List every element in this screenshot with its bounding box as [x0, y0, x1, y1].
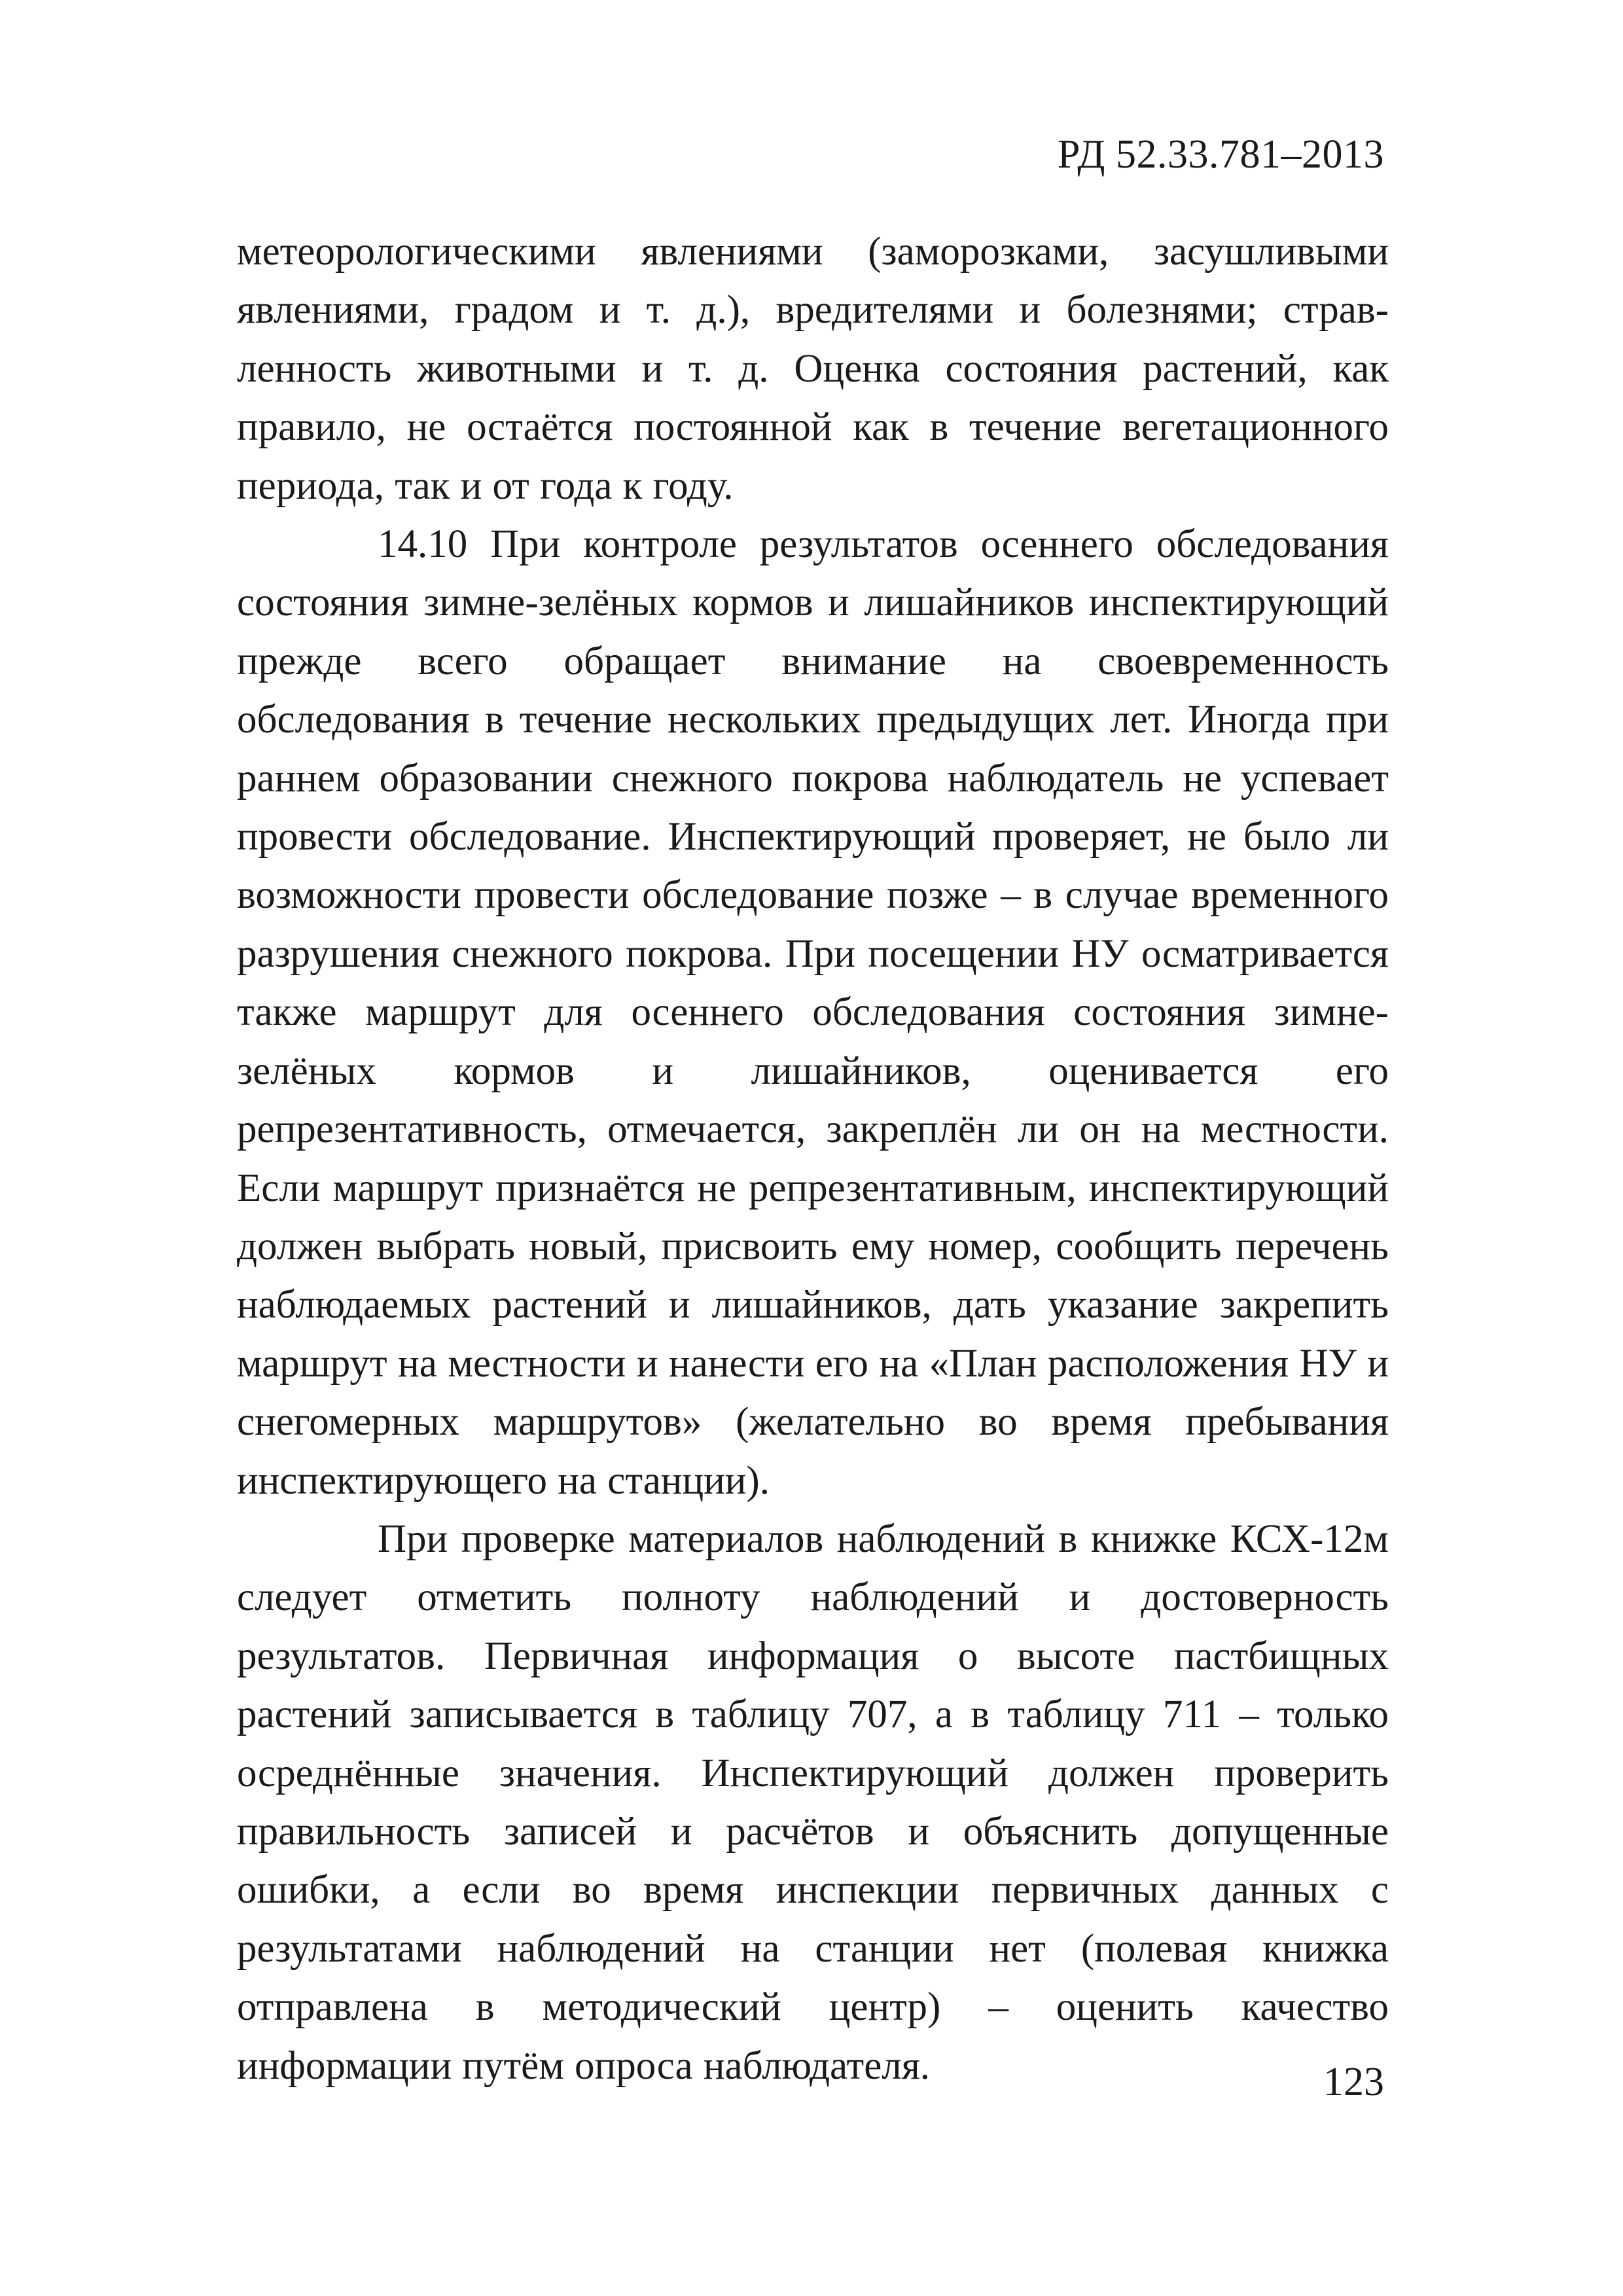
paragraph-section-14-10: 14.10 При контроле результатов осеннего обследования состояния зимне-зелёных кормов и лишайников инспектирующий прежде всего обращает внимание на своевременность обследования в течение нескольких предыдущих лет. Иногда при раннем образовании снежного покрова наблюдатель не успевает провести обследование. Инспектирующий проверяет, не было ли возможности провести обследование позже – в случае временного разрушения снежного покрова. При посещении НУ осматривается также маршрут для осеннего обследования состояния зимне-зелёных кормов и лишайников, оценивается его репрезентативность, отмечается, закреплён ли он на местности. Если маршрут признаётся не репрезентативным, инспектирующий должен выбрать новый, присвоить ему номер, сообщить перечень наблюдаемых растений и лишайников, дать указание закрепить маршрут на местности и нанести его на «План расположения НУ и снегомерных маршрутов» (желательно во время пребывания инспектирующего на станции).	[237, 522, 1389, 1503]
paragraph-materials-check: При проверке материалов наблюдений в книжке КСХ-12м следует отметить полноту наблюдений и достоверность результатов. Первичная информация о высоте пастбищных растений записывается в таблицу 707, а в таблицу 711 – только осреднённые значения. Инспектирующий должен проверить правильность записей и расчётов и объяснить допущенные ошибки, а если во время инспекции первичных данных с результатами наблюдений на станции нет (полевая книжка отправлена в методический центр) – оценить качество информации путём опроса наблюдателя.	[237, 1516, 1389, 2088]
paragraph-continuation: метеорологическими явлениями (заморозками, засушливыми явлениями, градом и т. д.), вредителями и болезнями; стравленность животными и т. д. Оценка состояния растений, как правило, не остаётся постоянной как в течение вегетационного периода, так и от года к году.	[237, 230, 1389, 508]
body-text	[237, 223, 1389, 2095]
page-number: 123	[1323, 2060, 1384, 2104]
document-code-header: РД 52.33.781–2013	[1057, 132, 1384, 177]
